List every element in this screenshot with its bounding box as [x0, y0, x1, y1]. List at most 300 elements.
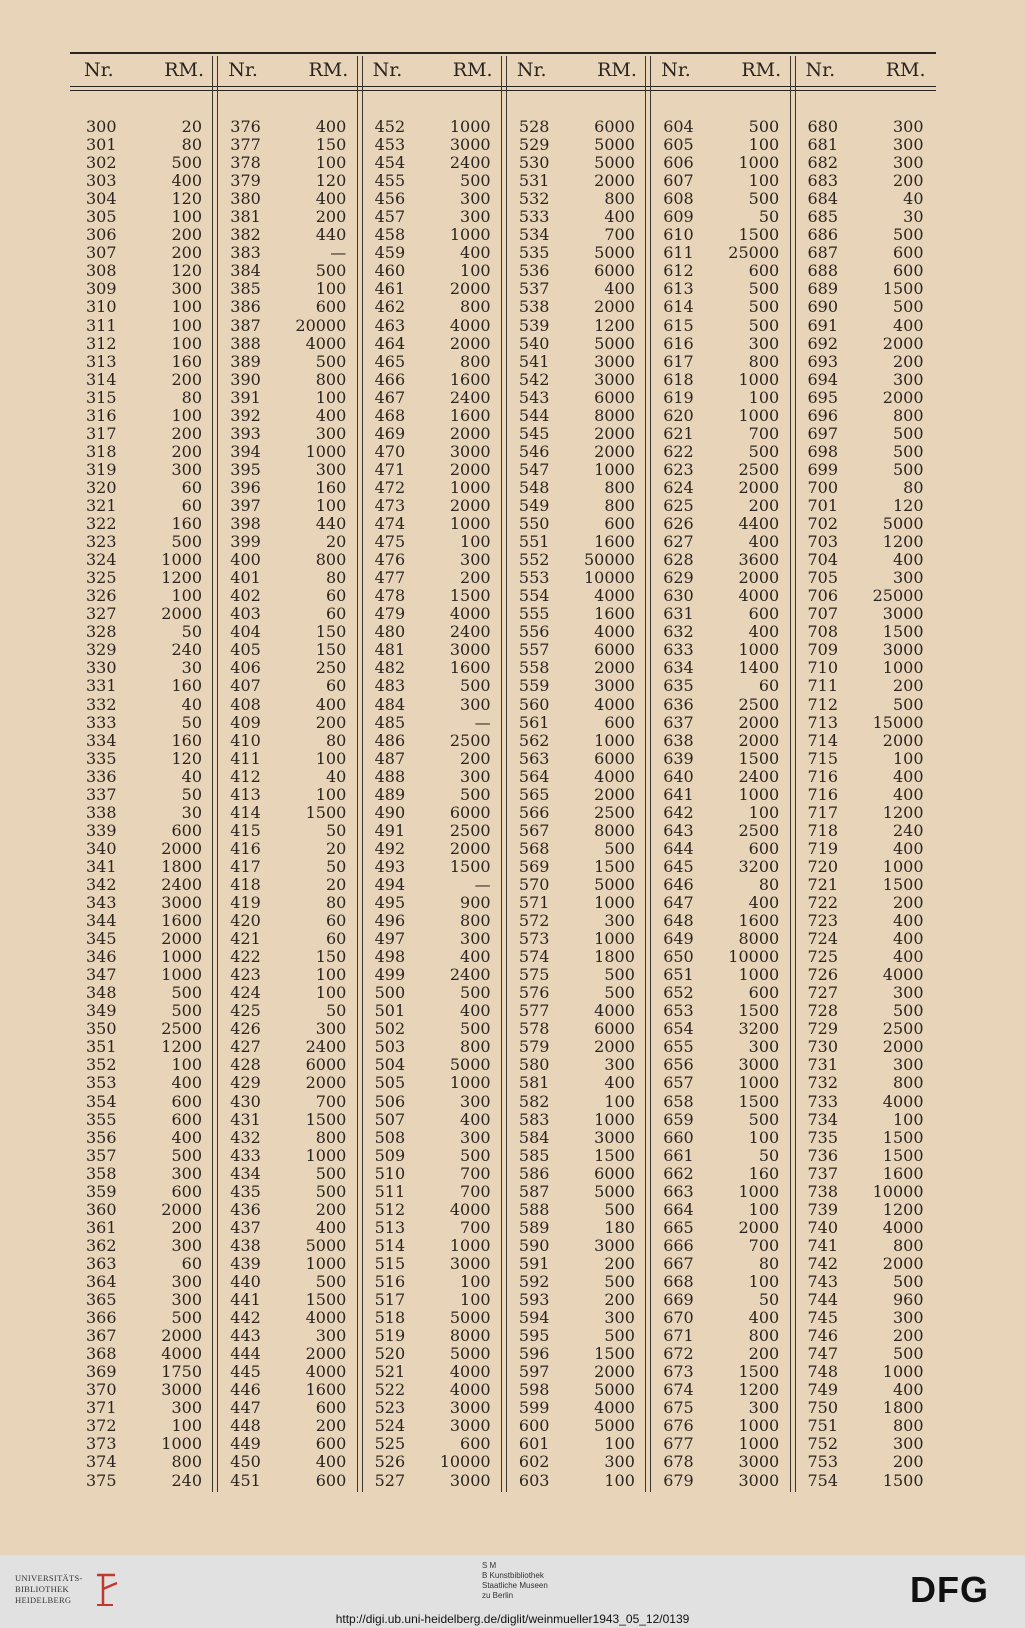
- table-row: [359, 984, 503, 1002]
- lot-number: 401: [230, 568, 261, 588]
- price-rm: 1000: [882, 658, 924, 678]
- table-row: [70, 533, 214, 551]
- price-rm: 2000: [594, 423, 635, 443]
- table-row: [214, 1183, 358, 1201]
- price-rm: 300: [748, 1398, 780, 1418]
- price-rm: 1000: [449, 477, 491, 497]
- table-row: [503, 804, 647, 822]
- price-rm: 3000: [594, 1127, 635, 1147]
- column-separator: [790, 56, 796, 1492]
- table-row: [214, 136, 358, 154]
- price-rm: 1000: [738, 965, 780, 985]
- table-row: [792, 515, 936, 533]
- price-rm: 6000: [594, 1019, 635, 1039]
- lot-number: 398: [230, 514, 261, 534]
- table-row: [503, 317, 647, 335]
- price-rm: 300: [460, 694, 491, 714]
- lot-number: 505: [374, 1073, 406, 1093]
- lot-number: 532: [518, 189, 550, 209]
- price-rm: 1000: [161, 947, 202, 967]
- lot-number: 492: [374, 838, 406, 858]
- price-rm: 1000: [738, 1416, 780, 1436]
- table-row: [503, 750, 647, 768]
- lot-number: 634: [663, 658, 694, 678]
- lot-number: 707: [807, 604, 839, 624]
- lot-number: 414: [230, 802, 261, 822]
- lot-number: 426: [230, 1019, 261, 1039]
- table-row: [359, 804, 503, 822]
- table-row: [359, 1381, 503, 1399]
- table-row: [792, 786, 936, 804]
- table-row: [792, 1111, 936, 1129]
- price-rm: 2000: [305, 1344, 347, 1364]
- lot-number: 360: [86, 1199, 117, 1219]
- table-row: [214, 317, 358, 335]
- table-row: [70, 714, 214, 732]
- price-rm: 3000: [594, 351, 635, 371]
- price-rm: 600: [748, 261, 780, 281]
- price-rm: 500: [604, 838, 635, 858]
- lot-number: 455: [374, 171, 406, 191]
- lot-number: 482: [374, 658, 406, 678]
- price-rm: 1800: [882, 1398, 924, 1418]
- lot-number: 433: [230, 1145, 261, 1165]
- lot-number: 336: [86, 766, 117, 786]
- price-rm: 1500: [305, 1290, 347, 1310]
- table-row: [359, 1093, 503, 1111]
- lot-number: 677: [663, 1434, 694, 1454]
- price-rm: 2000: [594, 658, 635, 678]
- lot-number: 421: [230, 929, 261, 949]
- lot-number: 410: [230, 730, 261, 750]
- lot-number: 354: [86, 1091, 117, 1111]
- lot-number: 353: [86, 1073, 117, 1093]
- price-rm: 600: [460, 1434, 491, 1454]
- lot-number: 748: [807, 1362, 839, 1382]
- price-rm: 300: [748, 1037, 780, 1057]
- lot-number: 674: [663, 1380, 694, 1400]
- table-row: [214, 840, 358, 858]
- table-row: [792, 1093, 936, 1111]
- lot-number: 466: [374, 369, 406, 389]
- lot-number: 345: [86, 929, 117, 949]
- table-row: [214, 569, 358, 587]
- lot-number: 502: [374, 1019, 406, 1039]
- lot-number: 383: [230, 243, 261, 263]
- lot-number: 439: [230, 1253, 261, 1273]
- table-row: [359, 479, 503, 497]
- price-rm: 200: [604, 1253, 635, 1273]
- lot-number: 701: [807, 495, 839, 515]
- lot-number: 358: [86, 1163, 117, 1183]
- table-row: [647, 930, 791, 948]
- table-row: [503, 1363, 647, 1381]
- table-row: [214, 912, 358, 930]
- table-row: [647, 840, 791, 858]
- lot-number: 698: [807, 441, 839, 461]
- lot-number: 618: [663, 369, 694, 389]
- table-row: [359, 605, 503, 623]
- source-url-link[interactable]: http://digi.ub.uni-heidelberg.de/diglit/weinmueller1943_05_12/0139: [335, 1612, 690, 1626]
- lot-number: 427: [230, 1037, 261, 1057]
- lot-number: 564: [518, 766, 550, 786]
- price-rm: 500: [315, 261, 347, 281]
- lot-number: 516: [374, 1272, 406, 1291]
- table-row: [647, 317, 791, 335]
- price-rm: 500: [748, 441, 780, 461]
- table-row: [359, 1219, 503, 1237]
- table-row: [503, 118, 647, 136]
- price-rm: 1200: [161, 568, 202, 588]
- table-row: [503, 840, 647, 858]
- lot-number: 446: [230, 1380, 261, 1400]
- lot-number: 464: [374, 333, 406, 353]
- price-rm: 6000: [449, 802, 491, 822]
- price-rm: 60: [181, 1253, 202, 1273]
- table-row: [214, 371, 358, 389]
- lot-number: 416: [230, 838, 261, 858]
- price-rm: 1500: [882, 1127, 924, 1147]
- table-row: [359, 858, 503, 876]
- lot-number: 394: [230, 441, 261, 461]
- ub-emblem-icon: [93, 1571, 121, 1609]
- price-rm: 300: [892, 1308, 924, 1328]
- price-rm: 20: [325, 838, 347, 858]
- lot-number: 743: [807, 1272, 839, 1291]
- lot-number: 612: [663, 261, 694, 281]
- lot-number: 673: [663, 1362, 694, 1382]
- lot-number: 731: [807, 1055, 839, 1075]
- price-table: [70, 52, 936, 1492]
- price-rm: 100: [315, 153, 347, 173]
- price-rm: 80: [325, 730, 347, 750]
- table-row: [792, 696, 936, 714]
- lot-number: 449: [230, 1434, 261, 1454]
- price-rm: 800: [604, 495, 635, 515]
- lot-number: 357: [86, 1145, 117, 1165]
- lot-number: 737: [807, 1163, 839, 1183]
- lot-number: 480: [374, 622, 406, 642]
- lot-number: 699: [807, 459, 839, 479]
- table-row: [359, 1038, 503, 1056]
- table-row: [503, 443, 647, 461]
- lot-number: 569: [518, 856, 550, 876]
- price-rm: 50: [758, 1145, 780, 1165]
- table-row: [214, 1399, 358, 1417]
- table-row: [214, 966, 358, 984]
- lot-number: 650: [663, 947, 694, 967]
- price-rm: 5000: [594, 1181, 635, 1201]
- table-row: [359, 1309, 503, 1327]
- lot-number: 750: [807, 1398, 839, 1418]
- price-rm: 2000: [449, 279, 491, 299]
- table-row: [214, 1038, 358, 1056]
- library-name-line: BIBLIOTHEK: [15, 1584, 69, 1594]
- price-rm: 300: [460, 1091, 491, 1111]
- lot-number: 334: [86, 730, 117, 750]
- table-row: [359, 1074, 503, 1092]
- lot-number: 565: [518, 784, 550, 804]
- price-rm: 600: [315, 1434, 347, 1454]
- lot-number: 630: [663, 586, 694, 606]
- price-rm: 400: [460, 243, 491, 263]
- lot-number: 546: [518, 441, 550, 461]
- price-rm: 3000: [738, 1470, 780, 1490]
- price-rm: 1000: [305, 1145, 347, 1165]
- price-rm: 300: [315, 1019, 347, 1039]
- lot-number: 639: [663, 748, 694, 768]
- price-rm: 1500: [738, 225, 780, 245]
- price-rm: 5000: [594, 1416, 635, 1436]
- lot-number: 314: [86, 369, 117, 389]
- table-row: [359, 1129, 503, 1147]
- table-row: [647, 497, 791, 515]
- price-rm: 500: [171, 1001, 202, 1021]
- table-row: [503, 371, 647, 389]
- table-row: [70, 371, 214, 389]
- table-row: [647, 732, 791, 750]
- table-row: [503, 479, 647, 497]
- lot-number: 609: [663, 207, 694, 227]
- price-rm: 4000: [594, 766, 635, 786]
- table-row: [792, 425, 936, 443]
- table-row: [70, 1056, 214, 1074]
- lot-number: 576: [518, 983, 550, 1003]
- price-rm: 200: [171, 225, 202, 245]
- lot-number: 311: [86, 315, 117, 335]
- table-row: [792, 677, 936, 695]
- column-separator: [357, 56, 363, 1492]
- lot-number: 687: [807, 243, 839, 263]
- lot-number: 335: [86, 748, 117, 768]
- table-row: [792, 641, 936, 659]
- price-rm: 3000: [449, 1470, 491, 1490]
- lot-number: 647: [663, 893, 694, 913]
- price-rm: 2000: [882, 387, 924, 407]
- price-rm: 3600: [738, 550, 780, 570]
- lot-number: 513: [374, 1217, 406, 1237]
- table-row: [503, 876, 647, 894]
- table-row: [359, 136, 503, 154]
- lot-number: 601: [518, 1434, 550, 1454]
- table-row: [359, 894, 503, 912]
- price-rm: 800: [748, 1326, 780, 1346]
- lot-number: 530: [518, 153, 550, 173]
- sm-line: Staatliche Museen: [482, 1581, 548, 1590]
- lot-number: 615: [663, 315, 694, 335]
- lot-number: 551: [518, 532, 550, 552]
- lot-number: 320: [86, 477, 117, 497]
- lot-number: 437: [230, 1217, 261, 1237]
- table-row: [792, 317, 936, 335]
- table-row: [359, 1165, 503, 1183]
- price-rm: 5000: [449, 1344, 491, 1364]
- ub-heidelberg-logo[interactable]: [15, 1573, 83, 1606]
- price-rm: 60: [325, 929, 347, 949]
- table-row: [503, 515, 647, 533]
- table-row: [647, 984, 791, 1002]
- lot-number: 747: [807, 1344, 839, 1364]
- table-row: [503, 461, 647, 479]
- lot-number: 462: [374, 297, 406, 317]
- price-rm: 1600: [449, 658, 491, 678]
- lot-number: 473: [374, 495, 406, 515]
- lot-number: 408: [230, 694, 261, 714]
- table-row: [70, 804, 214, 822]
- table-row: [792, 569, 936, 587]
- price-rm: 1000: [594, 1109, 635, 1129]
- table-row: [647, 1435, 791, 1453]
- lot-number: 686: [807, 225, 839, 245]
- table-row: [647, 966, 791, 984]
- table-row: [792, 1237, 936, 1255]
- lot-number: 332: [86, 694, 117, 714]
- row-list: [359, 118, 503, 1490]
- price-rm: 2500: [449, 730, 491, 750]
- lot-number: 424: [230, 983, 261, 1003]
- price-rm: 500: [604, 1199, 635, 1219]
- table-row: [214, 1237, 358, 1255]
- table-row: [70, 912, 214, 930]
- lot-number: 373: [86, 1434, 117, 1454]
- price-rm: 100: [171, 586, 202, 606]
- price-rm: 400: [315, 117, 347, 136]
- price-rm: 100: [171, 315, 202, 335]
- table-row: [647, 353, 791, 371]
- price-rm: 1000: [161, 965, 202, 985]
- lot-number: 485: [374, 712, 406, 732]
- table-row: [70, 244, 214, 262]
- lot-number: 390: [230, 369, 261, 389]
- lot-number: 644: [663, 838, 694, 858]
- price-rm: 400: [604, 279, 635, 299]
- lot-number: 692: [807, 333, 839, 353]
- lot-number: 388: [230, 333, 261, 353]
- table-row: [647, 605, 791, 623]
- price-rm: 400: [604, 1073, 635, 1093]
- price-rm: 1000: [738, 153, 780, 173]
- price-rm: 160: [171, 676, 202, 696]
- table-row: [359, 1020, 503, 1038]
- price-rm: 500: [171, 1145, 202, 1165]
- table-row: [647, 1273, 791, 1291]
- lot-number: 524: [374, 1416, 406, 1436]
- table-row: [70, 1309, 214, 1327]
- price-rm: 200: [892, 1326, 924, 1346]
- table-row: [70, 1345, 214, 1363]
- lot-number: 454: [374, 153, 406, 173]
- lot-number: 572: [518, 911, 550, 931]
- lot-number: 346: [86, 947, 117, 967]
- table-row: [359, 948, 503, 966]
- lot-number: 617: [663, 351, 694, 371]
- price-rm: 5000: [594, 1380, 635, 1400]
- lot-number: 556: [518, 622, 550, 642]
- price-rm: 2500: [594, 802, 635, 822]
- lot-number: 633: [663, 640, 694, 660]
- price-rm: 2000: [449, 459, 491, 479]
- lot-number: 724: [807, 929, 839, 949]
- lot-number: 657: [663, 1073, 694, 1093]
- price-rm: 3000: [449, 135, 491, 155]
- table-row: [359, 1291, 503, 1309]
- table-row: [792, 1291, 936, 1309]
- price-rm: 5000: [449, 1055, 491, 1075]
- price-rm: 500: [315, 1163, 347, 1183]
- table-row: [647, 876, 791, 894]
- price-rm: 4400: [738, 514, 780, 534]
- table-row: [792, 1435, 936, 1453]
- price-rm: 50: [181, 622, 202, 642]
- table-row: [214, 641, 358, 659]
- price-rm: 500: [748, 189, 780, 209]
- table-row: [792, 497, 936, 515]
- dfg-logo[interactable]: DFG: [910, 1569, 989, 1610]
- lot-number: 604: [663, 117, 694, 136]
- lot-number: 343: [86, 893, 117, 913]
- table-row: [70, 786, 214, 804]
- price-rm: 4000: [882, 1091, 924, 1111]
- table-row: [647, 1399, 791, 1417]
- price-rm: 2000: [161, 838, 202, 858]
- lot-number: 400: [230, 550, 261, 570]
- lot-number: 541: [518, 351, 550, 371]
- table-row: [70, 443, 214, 461]
- table-row: [359, 371, 503, 389]
- price-rm: 300: [171, 1272, 202, 1291]
- price-rm: 80: [903, 477, 924, 497]
- price-rm: 50000: [583, 550, 635, 570]
- table-row: [647, 1219, 791, 1237]
- lot-number: 521: [374, 1362, 406, 1382]
- table-row: [359, 407, 503, 425]
- lot-number: 470: [374, 441, 406, 461]
- table-row: [70, 1147, 214, 1165]
- lot-number: 563: [518, 748, 550, 768]
- table-row: [214, 1453, 358, 1471]
- table-row: [214, 497, 358, 515]
- price-rm: 200: [171, 1217, 202, 1237]
- price-rm: 2400: [449, 622, 491, 642]
- price-rm: 1600: [449, 405, 491, 425]
- lot-number: 711: [807, 676, 839, 696]
- table-row: [647, 371, 791, 389]
- lot-number: 372: [86, 1416, 117, 1436]
- lot-number: 422: [230, 947, 261, 967]
- price-rm: 50: [181, 712, 202, 732]
- lot-number: 660: [663, 1127, 694, 1147]
- lot-number: 590: [518, 1235, 550, 1255]
- table-row: [792, 1183, 936, 1201]
- lot-number: 300: [86, 117, 117, 136]
- price-rm: 1600: [738, 911, 780, 931]
- price-rm: 1000: [594, 459, 635, 479]
- price-rm: 500: [315, 1272, 347, 1291]
- lot-number: 691: [807, 315, 839, 335]
- price-rm: 50: [758, 207, 780, 227]
- table-row: [792, 443, 936, 461]
- lot-number: 655: [663, 1037, 694, 1057]
- table-row: [359, 1435, 503, 1453]
- smb-kunstbibliothek-logo[interactable]: [482, 1561, 548, 1601]
- price-rm: 500: [892, 694, 924, 714]
- lot-number: 593: [518, 1290, 550, 1310]
- price-rm: 3000: [882, 640, 924, 660]
- table-row: [214, 1435, 358, 1453]
- price-rm: 1500: [738, 748, 780, 768]
- table-row: [214, 1255, 358, 1273]
- table-row: [503, 984, 647, 1002]
